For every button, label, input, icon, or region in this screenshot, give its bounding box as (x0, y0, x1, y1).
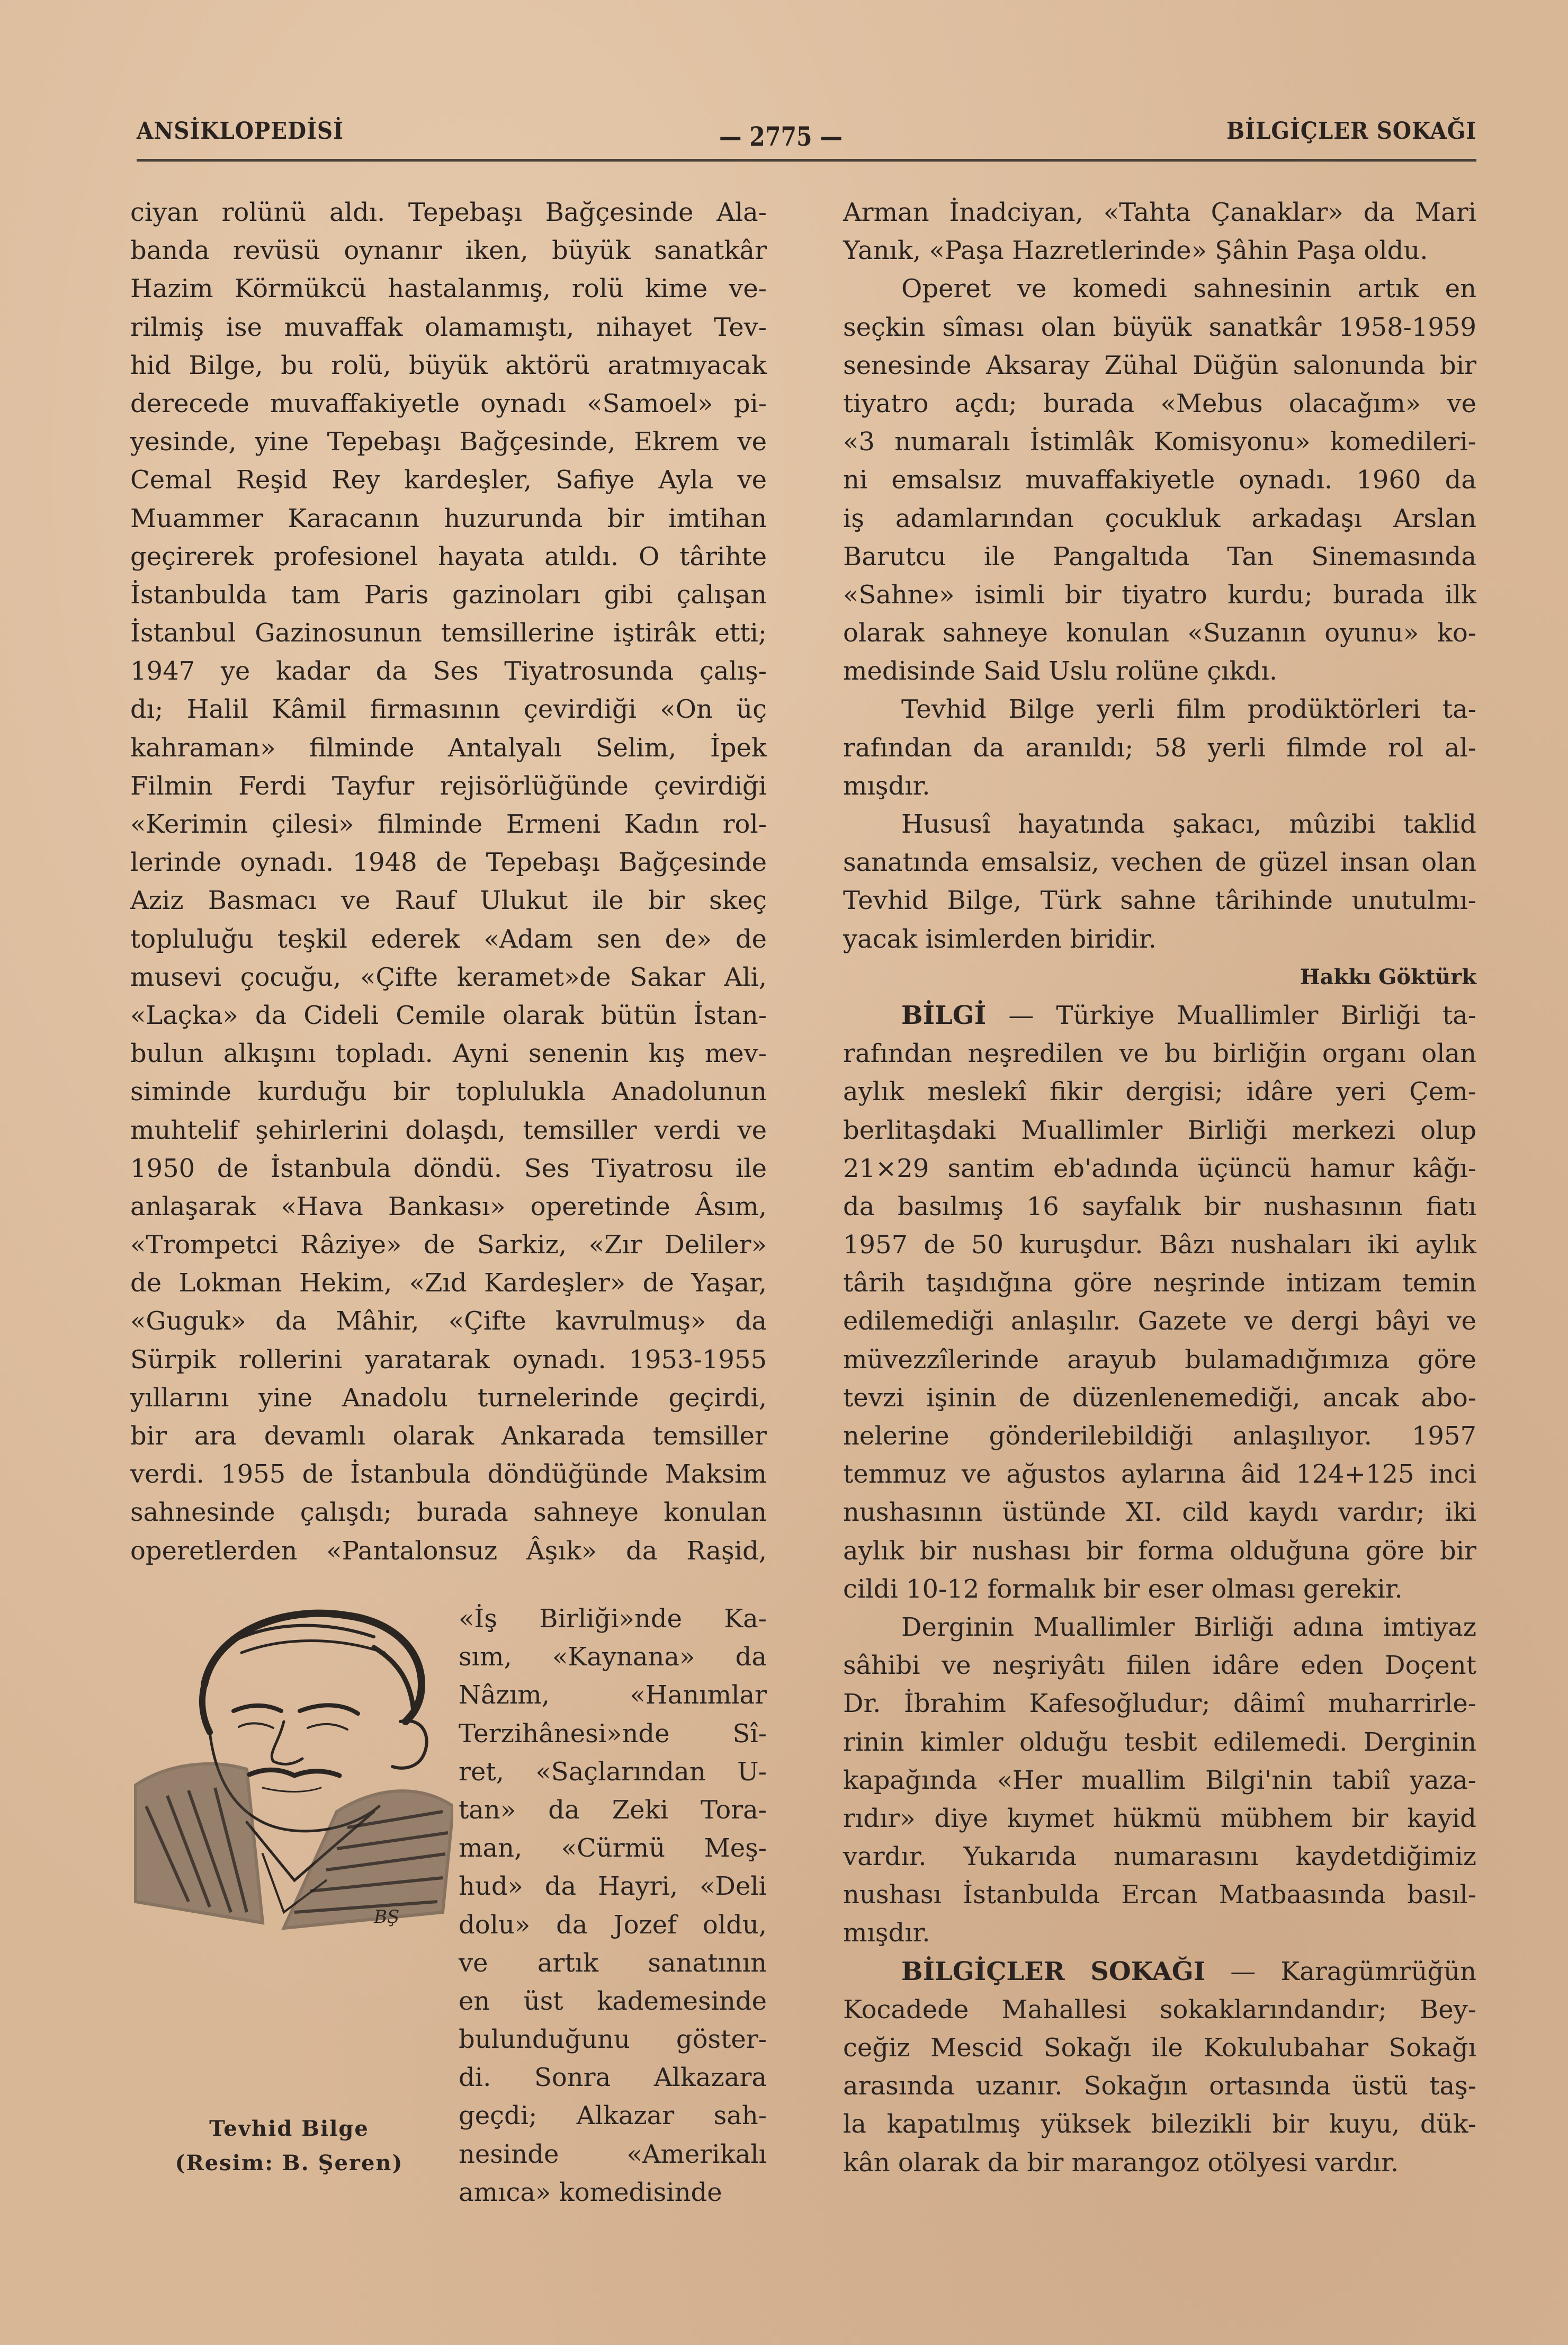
portrait-caption-name: Tevhid Bilge (209, 2116, 369, 2141)
text-line: edilemediği anlaşılır. Gazete ve dergi bâyi ve (843, 1306, 1476, 1336)
text-line: en üst kademesinde (459, 1986, 767, 2016)
text-line: de Lokman Hekim, «Zıd Kardeşler» de Yaşar, (130, 1268, 767, 1298)
text-line: amıca» komedisinde (459, 2177, 722, 2207)
text-line: da basılmış 16 sayfalık bir nushasının fiatı (843, 1191, 1476, 1221)
text-line: târih taşıdığına göre neşrinde intizam temin (843, 1268, 1476, 1298)
text-line: topluluğu teşkil ederek «Adam sen de» de (130, 924, 767, 954)
text-line: sâhibi ve neşriyâtı fiilen idâre eden Doçent (843, 1651, 1476, 1681)
text-line: Sürpik rollerini yaratarak oynadı. 1953-1955 (130, 1344, 767, 1375)
entry-first-line (843, 996, 1476, 1035)
text-line: vardır. Yukarıda numarasını kaydetdiğimiz (843, 1842, 1476, 1872)
text-line: ni emsalsız muvaffakiyetle oynadı. 1960 da (843, 465, 1476, 495)
text-line: mışdır. (843, 1918, 930, 1948)
portrait-figure (125, 1584, 453, 2204)
text-line: Dr. İbrahim Kafesoğludur; dâimî muharrirle- (843, 1689, 1476, 1719)
text-line: aylık bir nushası bir forma olduğuna göre bir (843, 1536, 1476, 1566)
text-line: 21×29 santim eb'adında üçüncü hamur kâğı- (843, 1153, 1476, 1183)
text-line: hud» da Hayri, «Deli (459, 1871, 767, 1902)
text-line: yesinde, yine Tepebaşı Bağçesinde, Ekrem ve (130, 427, 767, 457)
text-line: kahraman» filminde Antalyalı Selim, İpek (130, 733, 767, 763)
text-line: man, «Cürmü Meş- (459, 1833, 767, 1863)
text-line: Barutcu ile Pangaltıda Tan Sinemasında (843, 541, 1476, 572)
text-line: nushası İstanbulda Ercan Matbaasında basıl- (843, 1880, 1476, 1910)
text-line: derecede muvaffakiyetle oynadı «Samoel» pi- (130, 388, 767, 418)
author-signature: Hakkı Göktürk (1300, 964, 1476, 989)
entry-text: — Karagümrüğün (1205, 1956, 1476, 1986)
text-line: olarak sahneye konulan «Suzanın oyunu» ko- (843, 618, 1476, 648)
text-line: aylık meslekî fikir dergisi; idâre yeri Çem- (843, 1077, 1476, 1107)
text-line: nesinde «Amerikalı (459, 2139, 767, 2169)
text-line: ve artık sanatının (459, 1948, 767, 1978)
text-line: 1947 ye kadar da Ses Tiyatrosunda çalış- (130, 656, 767, 686)
text-line: Arman İnadciyan, «Tahta Çanaklar» da Mari (843, 198, 1476, 227)
portrait-illustration (125, 1584, 453, 2114)
text-line: Operet ve komedi sahnesinin artık en (901, 274, 1476, 304)
text-line: la kapatılmış yüksek bilezikli bir kuyu, dük- (843, 2109, 1476, 2139)
text-line: geçirerek profesionel hayata atıldı. O târihte (130, 541, 767, 572)
text-line: medisinde Said Uslu rolüne çıkdı. (843, 656, 1278, 686)
text-line: İstanbul Gazinosunun temsillerine iştirâk etti; (130, 618, 767, 648)
artist-signature: BŞ (374, 1906, 400, 1928)
header-right-title: BİLGİÇLER SOKAĞI (1226, 118, 1476, 145)
entry-text: — Türkiye Muallimler Birliği ta- (986, 1000, 1476, 1030)
text-line: «Kerimin çilesi» filminde Ermeni Kadın rol- (130, 809, 767, 839)
text-line: Tevhid Bilge, Türk sahne târihinde unutulmı- (843, 886, 1476, 916)
text-line: iş adamlarından çocukluk arkadaşı Arslan (843, 503, 1476, 533)
text-line: Hazim Körmükcü hastalanmış, rolü kime ve- (130, 274, 767, 304)
text-line: operetlerden «Pantalonsuz Âşık» da Raşid, (130, 1536, 767, 1566)
portrait-caption-credit: (Resim: B. Şeren) (175, 2151, 404, 2175)
text-line: tan» da Zeki Tora- (459, 1795, 767, 1825)
text-line: Cemal Reşid Rey kardeşler, Safiye Ayla ve (130, 465, 767, 495)
text-line: Aziz Basmacı ve Rauf Ulukut ile bir skeç (130, 886, 767, 916)
text-line: banda revüsü oynanır iken, büyük sanatkâr (130, 236, 767, 266)
text-line: Kocadede Mahallesi sokaklarındandır; Bey- (843, 1994, 1476, 2025)
entry-headword: BİLGİ (901, 1000, 987, 1030)
text-line: müvezzîlerinde arayub bulamadığımıza göre (843, 1344, 1476, 1375)
text-line: tiyatro açdı; burada «Mebus olacağım» ve (843, 388, 1476, 418)
text-line: Terzihânesi»nde Sî- (459, 1718, 767, 1749)
text-line: Tevhid Bilge yerli film prodüktörleri ta- (901, 694, 1476, 725)
text-line: Filmin Ferdi Tayfur rejisörlüğünde çevirdiği (130, 771, 767, 801)
text-line: «Trompetci Râziye» de Sarkiz, «Zır Deliler» (130, 1230, 767, 1260)
text-line: ciyan rolünü aldı. Tepebaşı Bağçesinde Ala- (130, 198, 767, 227)
text-line: «Laçka» da Cideli Cemile olarak bütün İstan- (130, 1000, 767, 1030)
page-number: — 2775 — (719, 121, 843, 152)
text-line: yacak isimlerden biridir. (843, 924, 1157, 954)
text-line: sanatında emsalsiz, vechen de güzel insan olan (843, 848, 1476, 878)
header-left-title: ANSİKLOPEDİSİ (137, 118, 344, 145)
text-line: bulun alkışını topladı. Ayni senenin kış mev- (130, 1039, 767, 1069)
text-line: 1950 de İstanbula döndü. Ses Tiyatrosu ile (130, 1153, 767, 1183)
right-column (843, 193, 1476, 2182)
text-line: musevi çocuğu, «Çifte keramet»de Sakar Ali, (130, 962, 767, 992)
text-line: senesinde Aksaray Zühal Düğün salonunda bir (843, 350, 1476, 380)
text-line: ret, «Saçlarından U- (459, 1756, 767, 1787)
text-line: İstanbulda tam Paris gazinoları gibi çalışan (130, 579, 767, 610)
left-column-narrow-text (459, 1600, 767, 2212)
text-line: geçdi; Alkazar sah- (459, 2101, 767, 2131)
running-header (137, 112, 1476, 155)
text-line: Yanık, «Paşa Hazretlerinde» Şâhin Paşa oldu. (843, 236, 1428, 266)
entry-first-line (843, 1952, 1476, 1991)
entry-headword: BİLGİÇLER SOKAĞI (901, 1956, 1206, 1986)
text-line: cildi 10-12 formalık bir eser olması gerekir. (843, 1574, 1403, 1604)
text-line: Muammer Karacanın huzurunda bir imtihan (130, 503, 767, 533)
text-line: dolu» da Jozef oldu, (459, 1910, 767, 1940)
text-line: Nâzım, «Hanımlar (459, 1680, 767, 1710)
text-line: rafından neşredilen ve bu birliğin organı olan (843, 1039, 1476, 1069)
text-line: Hususî hayatında şakacı, mûzibi taklid (901, 809, 1476, 839)
text-line: nelerine gönderilebildiği anlaşılıyor. 1957 (843, 1421, 1476, 1451)
text-line: dı; Halil Kâmil firmasının çevirdiği «On üç (130, 694, 767, 725)
text-line: bulunduğunu göster- (459, 2025, 767, 2055)
text-line: muhtelif şehirlerini dolaşdı, temsiller verdi ve (130, 1115, 767, 1145)
text-line: «Sahne» isimli bir tiyatro kurdu; burada ilk (843, 579, 1476, 610)
text-line: arasında uzanır. Sokağın ortasında üstü taş- (843, 2071, 1476, 2101)
text-line: mışdır. (843, 771, 930, 801)
text-line: nushasının üstünde XI. cild kaydı vardır; iki (843, 1497, 1476, 1528)
text-line: berlitaşdaki Muallimler Birliği merkezi olup (843, 1115, 1476, 1145)
text-line: verdi. 1955 de İstanbula döndüğünde Maksim (130, 1459, 767, 1490)
text-line: tevzi işinin de düzenlenemediği, ancak abo- (843, 1383, 1476, 1413)
text-line: rilmiş ise muvaffak olamamıştı, nihayet Tev- (130, 312, 767, 342)
text-line: seçkin sîması olan büyük sanatkâr 1958-1959 (843, 312, 1476, 342)
text-line: temmuz ve ağustos aylarına âid 124+125 inci (843, 1459, 1476, 1490)
text-line: siminde kurduğu bir toplulukla Anadolunun (130, 1077, 767, 1107)
text-line: kân olarak da bir marangoz otölyesi vardır. (843, 2147, 1399, 2178)
text-line: rafından da aranıldı; 58 yerli filmde rol al- (843, 733, 1476, 763)
text-line: «İş Birliği»nde Ka- (459, 1604, 767, 1634)
left-column (130, 193, 767, 1570)
text-line: «Guguk» da Mâhir, «Çifte kavrulmuş» da (130, 1306, 767, 1336)
text-line: di. Sonra Alkazara (459, 2063, 767, 2093)
text-line: kapağında «Her muallim Bilgi'nin tabiî yaza- (843, 1765, 1476, 1795)
text-line: bir ara devamlı olarak Ankarada temsiller (130, 1421, 767, 1451)
text-line: hid Bilge, bu rolü, büyük aktörü aratmıyacak (130, 350, 767, 380)
text-line: anlaşarak «Hava Bankası» operetinde Âsım, (130, 1191, 767, 1221)
text-line: 1957 de 50 kuruşdur. Bâzı nushaları iki aylık (843, 1230, 1476, 1260)
text-line: sahnesinde çalışdı; burada sahneye konulan (130, 1497, 767, 1528)
text-line: rinin kimler olduğu tesbit edilemedi. Derginin (843, 1727, 1476, 1757)
text-line: Derginin Muallimler Birliği adına imtiyaz (901, 1612, 1476, 1642)
header-rule (137, 159, 1476, 162)
text-line: «3 numaralı İstimlâk Komisyonu» komedileri- (843, 427, 1476, 457)
text-line: yıllarını yine Anadolu turnelerinde geçirdi, (130, 1383, 767, 1413)
text-line: rıdır» diye kıymet hükmü mübhem bir kayid (843, 1803, 1476, 1833)
text-line: sım, «Kaynana» da (459, 1642, 767, 1672)
text-line: lerinde oynadı. 1948 de Tepebaşı Bağçesinde (130, 848, 767, 878)
text-line: ceğiz Mescid Sokağı ile Kokulubahar Sokağı (843, 2033, 1476, 2063)
